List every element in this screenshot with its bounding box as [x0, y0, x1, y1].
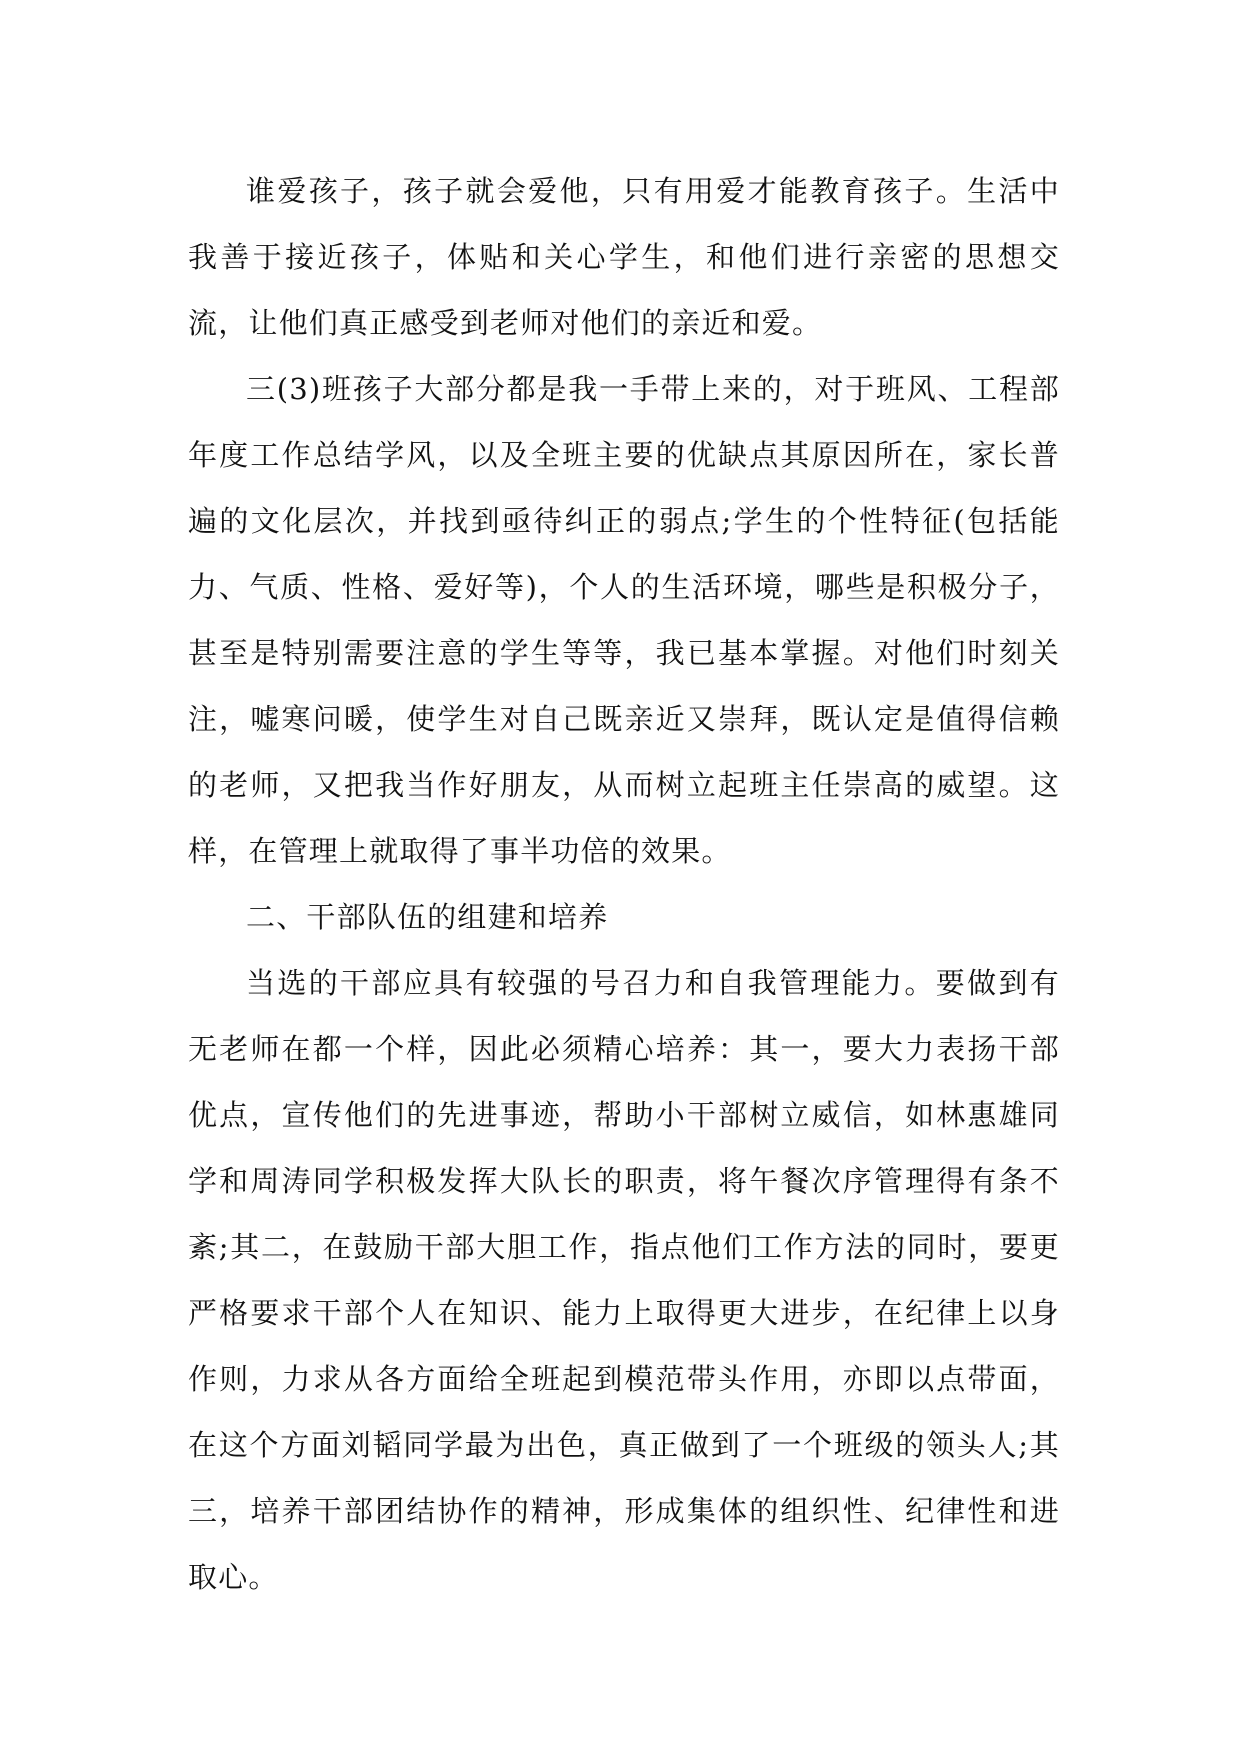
- document-body: [188, 158, 1060, 1610]
- paragraph-class-management: 三(3)班孩子大部分都是我一手带上来的，对于班风、工程部年度工作总结学风，以及全班主要的优缺点其原因所在，家长普遍的文化层次，并找到亟待纠正的弱点;学生的个性特征(包括能力、气质、性格、爱好等)，个人的生活环境，哪些是积极分子，甚至是特别需要注意的学生等等，我已基本掌握。对他们时刻关注，嘘寒问暖，使学生对自己既亲近又崇拜，既认定是值得信赖的老师，又把我当作好朋友，从而树立起班主任崇高的威望。这样，在管理上就取得了事半功倍的效果。: [188, 372, 1060, 868]
- section-heading-cadre-team: 二、干部队伍的组建和培养: [246, 900, 609, 934]
- paragraph-love-children: 谁爱孩子，孩子就会爱他，只有用爱才能教育孩子。生活中我善于接近孩子，体贴和关心学生，和他们进行亲密的思想交流，让他们真正感受到老师对他们的亲近和爱。: [188, 174, 1060, 340]
- paragraph-cadre-training: 当选的干部应具有较强的号召力和自我管理能力。要做到有无老师在都一个样，因此必须精心培养：其一，要大力表扬干部优点，宣传他们的先进事迹，帮助小干部树立威信，如林惠雄同学和周涛同学积极发挥大队长的职责，将午餐次序管理得有条不紊;其二，在鼓励干部大胆工作，指点他们工作方法的同时，要更严格要求干部个人在知识、能力上取得更大进步，在纪律上以身作则，力求从各方面给全班起到模范带头作用，亦即以点带面，在这个方面刘韬同学最为出色，真正做到了一个班级的领头人;其三，培养干部团结协作的精神，形成集体的组织性、纪律性和进取心。: [188, 966, 1060, 1594]
